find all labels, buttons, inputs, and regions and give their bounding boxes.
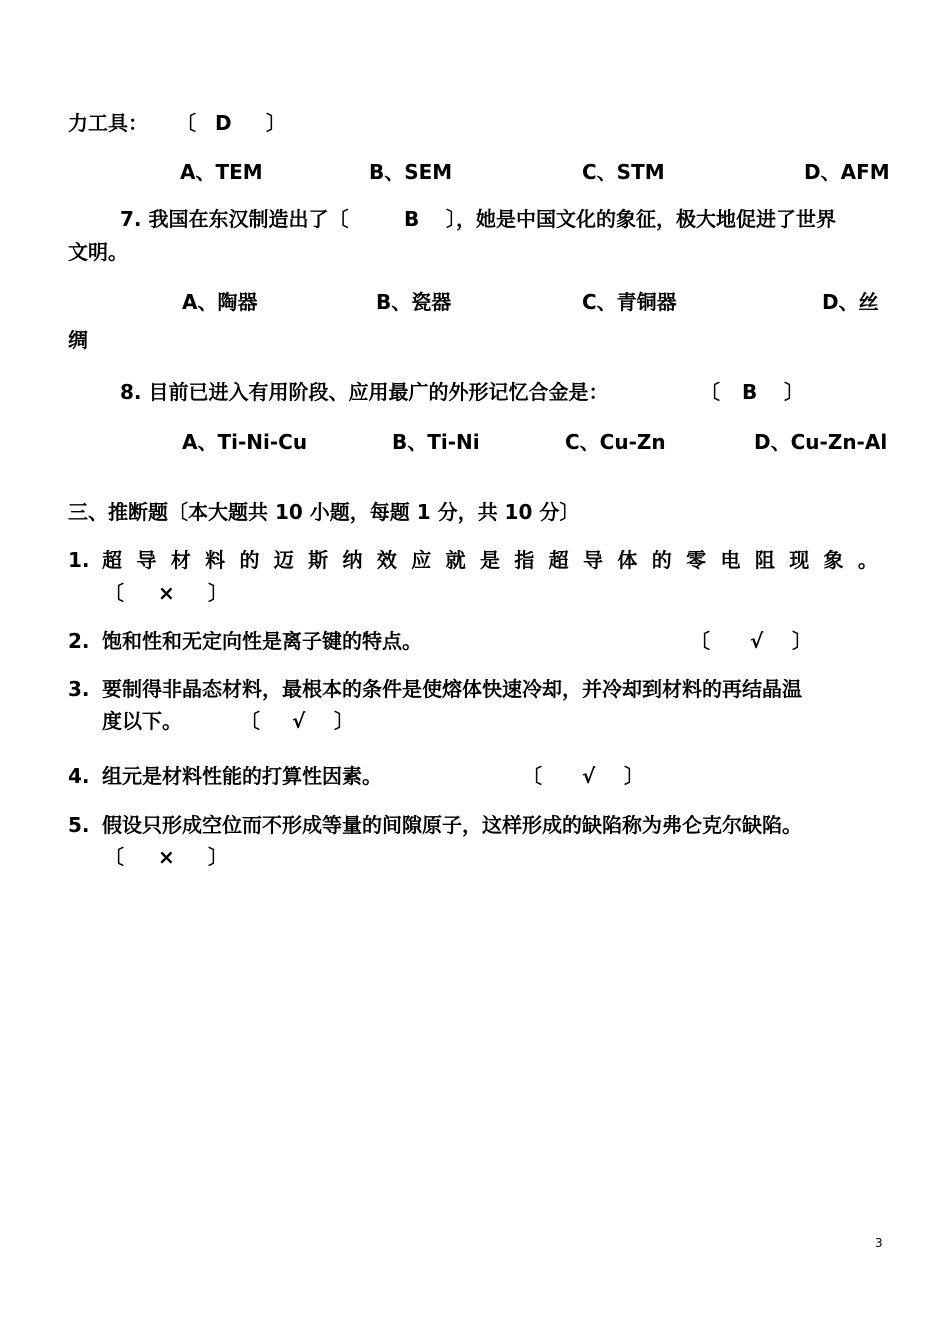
q8-option-b: B、Ti-Ni — [392, 430, 480, 454]
q7-text-part2: 〕，她是中国文化的象征，极大地促进了世界 — [446, 207, 836, 231]
q8-option-a: A、Ti-Ni-Cu — [182, 430, 308, 454]
judge-5-bracket-left: 〔 — [104, 845, 124, 869]
q8-option-d: D、Cu-Zn-Al — [754, 430, 888, 454]
judge-1-mark: × — [158, 581, 175, 605]
judge-4-text: 组元是材料性能的打算性因素。 — [102, 764, 382, 788]
q7-option-b: B、瓷器 — [376, 290, 452, 314]
judge-1-char: 指 — [514, 548, 535, 572]
q6-bracket-right: 〕 — [266, 111, 286, 135]
judge-2-mark: √ — [750, 629, 764, 653]
page-number: 3 — [875, 1236, 883, 1250]
judge-1-char: 零 — [686, 548, 707, 572]
judge-1-char: 的 — [239, 548, 260, 572]
judge-1-char: 导 — [583, 548, 604, 572]
judge-3-bracket-left: 〔 — [240, 709, 260, 733]
judge-1-char: 材 — [170, 548, 191, 572]
section-heading: 三、推断题〔本大题共 10 小题，每题 1 分，共 10 分〕 — [68, 500, 580, 524]
judge-2-bracket-right: 〕 — [792, 629, 812, 653]
judge-2-text: 饱和性和无定向性是离子键的特点。 — [102, 629, 422, 653]
q7-option-d: D、丝 — [822, 290, 879, 314]
q7-option-d-wrap: 绸 — [68, 328, 88, 352]
q6-bracket-left: 〔 — [176, 111, 196, 135]
q6-answer: D — [215, 111, 232, 135]
judge-1-number: 1. — [68, 548, 90, 572]
q7-option-c: C、青铜器 — [582, 290, 677, 314]
judge-3-number: 3. — [68, 677, 90, 701]
judge-5-mark: × — [158, 845, 175, 869]
q7-option-a: A、陶器 — [182, 290, 258, 314]
judge-1-char: 电 — [720, 548, 741, 572]
q6-continuation-text: 力工具： — [68, 111, 148, 135]
judge-1-text — [102, 548, 878, 572]
judge-1-char: 超 — [102, 548, 122, 572]
q8-bracket-right: 〕 — [784, 380, 804, 404]
judge-1-char: 纳 — [342, 548, 363, 572]
judge-1-char: 斯 — [308, 548, 329, 572]
judge-1-char: 超 — [548, 548, 569, 572]
q8-answer: B — [742, 380, 758, 404]
judge-1-char: 效 — [376, 548, 397, 572]
judge-2-bracket-left: 〔 — [690, 629, 710, 653]
q6-option-c: C、STM — [582, 160, 665, 184]
q7-answer: B — [404, 207, 420, 231]
judge-1-char: 迈 — [273, 548, 294, 572]
judge-3-mark: √ — [292, 709, 306, 733]
judge-5-bracket-right: 〕 — [208, 845, 228, 869]
q8-text: 8. 目前已进入有用阶段、应用最广的外形记忆合金是： — [120, 380, 609, 404]
judge-1-char: 料 — [205, 548, 226, 572]
judge-4-mark: √ — [582, 764, 596, 788]
judge-1-char: 是 — [479, 548, 500, 572]
judge-1-char: 导 — [136, 548, 157, 572]
judge-1-char: 的 — [651, 548, 672, 572]
q6-option-a: A、TEM — [180, 160, 263, 184]
judge-1-char: 。 — [857, 548, 878, 572]
judge-4-bracket-right: 〕 — [624, 764, 644, 788]
judge-1-char: 体 — [617, 548, 638, 572]
judge-1-char: 象 — [823, 548, 844, 572]
judge-1-char: 现 — [789, 548, 810, 572]
q8-bracket-left: 〔 — [700, 380, 720, 404]
judge-1-bracket-right: 〕 — [208, 581, 228, 605]
judge-1-char: 就 — [445, 548, 466, 572]
judge-1-char: 应 — [411, 548, 432, 572]
judge-1-bracket-left: 〔 — [104, 581, 124, 605]
judge-4-number: 4. — [68, 764, 90, 788]
judge-3-text: 要制得非晶态材料，最根本的条件是使熔体快速冷却，并冷却到材料的再结晶温 — [102, 677, 802, 701]
judge-3-bracket-right: 〕 — [334, 709, 354, 733]
q6-option-b: B、SEM — [369, 160, 453, 184]
q7-text-part1: 7. 我国在东汉制造出了〔 — [120, 207, 349, 231]
judge-5-text: 假设只形成空位而不形成等量的间隙原子，这样形成的缺陷称为弗仑克尔缺陷。 — [102, 813, 802, 837]
judge-4-bracket-left: 〔 — [522, 764, 542, 788]
judge-2-number: 2. — [68, 629, 90, 653]
judge-3-text-line2: 度以下。 — [102, 709, 182, 733]
judge-5-number: 5. — [68, 813, 90, 837]
q8-option-c: C、Cu-Zn — [565, 430, 666, 454]
q6-option-d: D、AFM — [804, 160, 890, 184]
judge-1-char: 阻 — [754, 548, 775, 572]
q7-text-line2: 文明。 — [68, 240, 128, 264]
